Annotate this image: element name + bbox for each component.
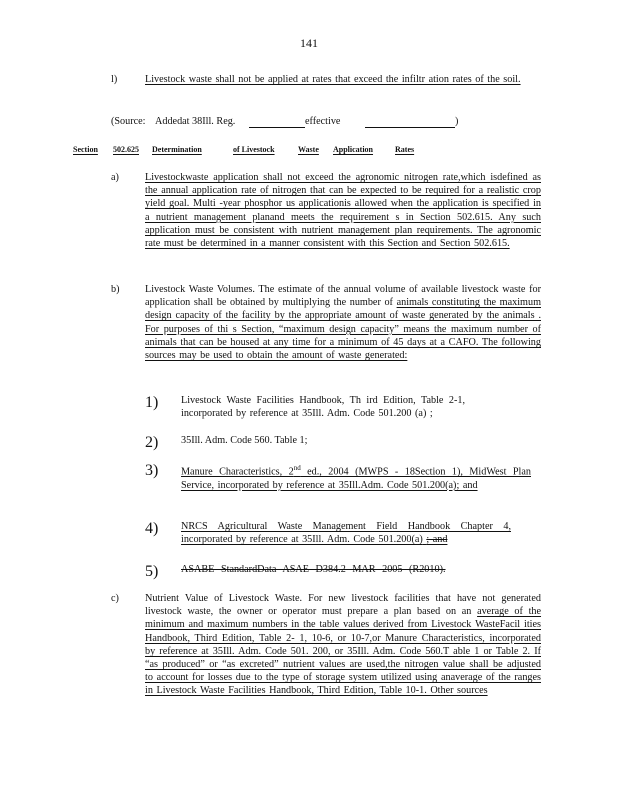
source-item-4-text xyxy=(181,520,511,546)
heading-word-5: Rates xyxy=(395,145,415,154)
para-b-label: b) xyxy=(111,284,120,295)
source-item-3-text xyxy=(181,462,531,492)
source-item-3-text-b: ed., 2004 (MWPS - 18Section 1), MidWest Plan Service, incorporated by reference at 35Ill.Adm. Code 501.200(a); and xyxy=(181,466,531,491)
para-b-underlined-text: animals constituting the maximum design capacity of the facility by the appropriate amount of waste generated by the animals . For purposes of thi s Section, “maximum design capacity” means the maximum number of animals that can be housed at any time for a minimum of 45 days at a CAFO. The following sources may be used to obtain the amount of waste generated: xyxy=(145,297,541,362)
section-label: Section xyxy=(73,145,98,154)
source-open: (Source: xyxy=(111,116,146,127)
heading-word-2: of Livestock xyxy=(233,145,275,154)
para-b-plain-text: Livestock Waste Volumes. The estimate of the annual volume of available livestock waste for application shall be obtained by multiplying the number of xyxy=(145,284,541,309)
source-item-1-num: 1) xyxy=(145,394,159,411)
page-number: 141 xyxy=(300,36,318,50)
source-added: Addedat 38Ill. Reg. xyxy=(155,116,236,127)
source-effective: effective xyxy=(305,116,341,127)
source-item-4-struck: ; and xyxy=(426,534,448,546)
para-c-plain-text: Nutrient Value of Livestock Waste. For new livestock facilities that have not generated livestock waste, the owner or operator must prepare a plan based on an xyxy=(145,593,541,618)
source-item-3-num: 3) xyxy=(145,462,159,479)
source-item-1-text: Livestock Waste Facilities Handbook, Th ird Edition, Table 2-1, incorporated by reference at 35Ill. Adm. Code 501.200 (a) ; xyxy=(181,395,465,420)
source-item-3-sup: nd xyxy=(293,464,301,472)
para-a-text: Livestockwaste application shall not exceed the agronomic nitrogen rate,which isdefined as the annual application rate of nitrogen that can be expected to be required for a realistic crop yield goal. Multi -year phosphor us applicationis allowed when the application is specified in a nutrient management planand meets the requirement s in Section 502.615. Any such application must be consistent with nutrient management plan requirements. The agronomic rate must be determined in a manner consistent with this Section and Section 502.615. xyxy=(145,172,541,250)
date-blank-1 xyxy=(249,127,305,128)
section-number: 502.625 xyxy=(113,145,139,154)
source-item-4-num: 4) xyxy=(145,520,159,537)
date-blank-2 xyxy=(365,127,455,128)
heading-word-4: Application xyxy=(333,145,374,154)
source-item-5-text: ASABE StandardData ASAE D384.2 MAR 2005 (R2010). xyxy=(181,564,446,575)
heading-word-1: Determination xyxy=(152,145,202,154)
para-b-body xyxy=(145,283,541,362)
para-c-underlined-text: average of the minimum and maximum numbers in the table values derived from Livestock WasteFacil ities Handbook, Third Edition, Table 2- 1, 10-6, or 10-7,or Manure Characteristics, incorporated by reference at 35Ill. Adm. Code 501. 200, or 35Ill. Adm. Code 560.T able 1 or Table 2. If “as produced” or “as excreted” nutrient values are used,the nitrogen value shall be adjusted to account for losses due to the type of storage system utilized using anaverage of the ranges in Livestock Waste Facilities Handbook, Third Edition, Table 10-1. Other sources xyxy=(145,606,542,697)
heading-word-3: Waste xyxy=(298,145,319,154)
item-l-label: l) xyxy=(111,74,118,85)
item-l-text: Livestock waste shall not be applied at rates that exceed the infiltr ation rates of the soil. xyxy=(145,74,521,85)
source-close: ) xyxy=(455,116,459,127)
para-c-body xyxy=(145,592,541,698)
source-item-2-text: 35Ill. Adm. Code 560. Table 1; xyxy=(181,435,308,446)
source-item-5-num: 5) xyxy=(145,563,159,580)
para-c-label: c) xyxy=(111,593,119,604)
source-item-2-num: 2) xyxy=(145,434,159,451)
source-item-3-text-a: Manure Characteristics, 2 xyxy=(181,466,294,478)
para-a-label: a) xyxy=(111,172,119,183)
source-item-4-main: NRCS Agricultural Waste Management Field Handbook Chapter 4, incorporated by reference at 35Ill. Adm. Code 501.200(a) xyxy=(181,521,511,546)
